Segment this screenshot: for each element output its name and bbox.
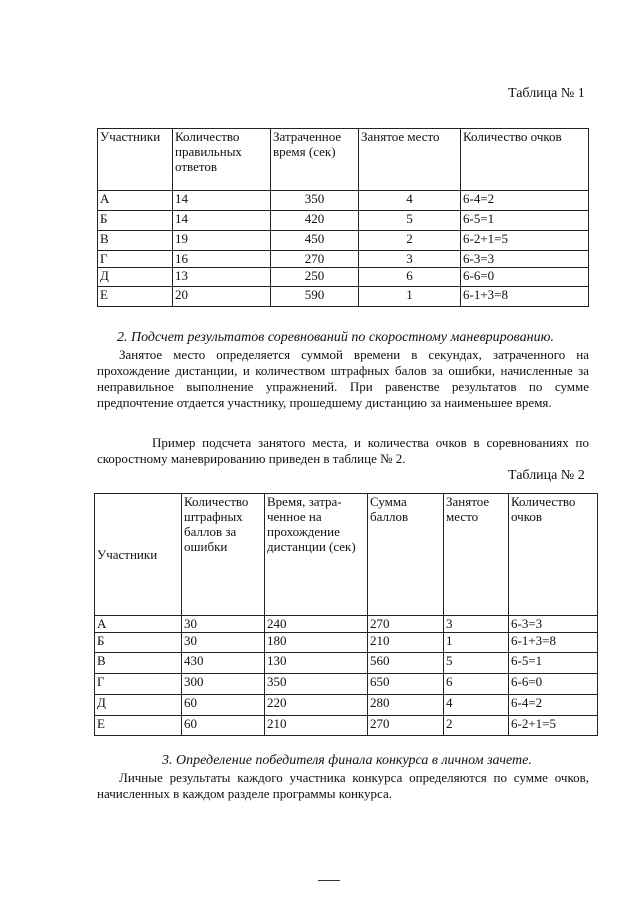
table-cell: 420	[271, 211, 359, 231]
table-cell: В	[95, 653, 182, 674]
header-cell: Затраченное время (сек)	[271, 129, 359, 191]
table-cell: 6-5=1	[509, 653, 598, 674]
table1-caption: Таблица № 1	[508, 86, 585, 101]
table-row	[95, 616, 598, 633]
header-cell: Участники	[95, 494, 182, 616]
table-cell: 6-2+1=5	[461, 231, 589, 251]
header-cell: Количество правильных ответов	[173, 129, 271, 191]
header-cell: Количество очков	[509, 494, 598, 616]
table-cell: 6	[444, 674, 509, 695]
table-cell: 560	[368, 653, 444, 674]
section2-heading: 2. Подсчет результатов соревнований по скоростному маневрированию.	[117, 330, 554, 345]
table-cell: Б	[98, 211, 173, 231]
table-cell: 14	[173, 211, 271, 231]
table-cell: А	[98, 191, 173, 211]
table-cell: 30	[182, 633, 265, 653]
table-cell: 350	[265, 674, 368, 695]
table-cell: 4	[444, 695, 509, 716]
table-cell: 6-6=0	[509, 674, 598, 695]
table-cell: 350	[271, 191, 359, 211]
header-cell: Занятое место	[444, 494, 509, 616]
table-row	[98, 287, 589, 307]
table-cell: А	[95, 616, 182, 633]
table-row	[98, 251, 589, 268]
table-row	[95, 674, 598, 695]
table-cell: 130	[265, 653, 368, 674]
table-cell: 5	[444, 653, 509, 674]
table-row	[95, 653, 598, 674]
table-row	[95, 695, 598, 716]
table-2	[94, 493, 598, 736]
header-cell: Занятое место	[359, 129, 461, 191]
table-cell: 250	[271, 268, 359, 287]
table-cell: 2	[359, 231, 461, 251]
section2-paragraph1: Занятое место определяется суммой времени в секундах, затраченного на прохождение дистанции, и количеством штрафных балов за ошибки, начисленные за неправильное выполнение упражнений. При равенстве результатов по сумме предпочтение отдается участнику, прошедшему дистанцию за наименьшее время.	[97, 347, 589, 410]
table-cell: 6-1+3=8	[509, 633, 598, 653]
table-cell: 60	[182, 695, 265, 716]
table-cell: 590	[271, 287, 359, 307]
table-cell: 430	[182, 653, 265, 674]
table-cell: 3	[444, 616, 509, 633]
table-cell: 280	[368, 695, 444, 716]
table-cell: 450	[271, 231, 359, 251]
table-cell: 270	[368, 716, 444, 736]
table-cell: 240	[265, 616, 368, 633]
table-cell: 2	[444, 716, 509, 736]
header-cell: Сумма баллов	[368, 494, 444, 616]
table-cell: Б	[95, 633, 182, 653]
table-header-row	[98, 129, 589, 191]
table-cell: 30	[182, 616, 265, 633]
table-cell: 20	[173, 287, 271, 307]
table-cell: 1	[444, 633, 509, 653]
table-row	[98, 231, 589, 251]
section3-paragraph: Личные результаты каждого участника конкурса определяются по сумме очков, начисленных в каждом разделе программы конкурса.	[97, 770, 589, 801]
table-cell: 6	[359, 268, 461, 287]
table-cell: 6-3=3	[461, 251, 589, 268]
table-cell: 60	[182, 716, 265, 736]
section2-paragraph2: Пример подсчета занятого места, и количества очков в соревнованиях по скоростному маневрированию приведен в таблице № 2.	[97, 435, 589, 466]
table-cell: 16	[173, 251, 271, 268]
table-cell: 14	[173, 191, 271, 211]
table-cell: 210	[265, 716, 368, 736]
table-cell: Д	[95, 695, 182, 716]
table-cell: Е	[98, 287, 173, 307]
table-cell: 6-6=0	[461, 268, 589, 287]
table-cell: 6-4=2	[509, 695, 598, 716]
table-cell: 13	[173, 268, 271, 287]
table-cell: 650	[368, 674, 444, 695]
table-cell: Д	[98, 268, 173, 287]
page-mark	[318, 880, 340, 881]
table-cell: 19	[173, 231, 271, 251]
table-row	[98, 211, 589, 231]
table-cell: 1	[359, 287, 461, 307]
header-cell: Количество штрафных баллов за ошибки	[182, 494, 265, 616]
table-cell: 6-2+1=5	[509, 716, 598, 736]
header-cell: Количество очков	[461, 129, 589, 191]
table-1	[97, 128, 589, 307]
table-header-row	[95, 494, 598, 616]
table-cell: 6-3=3	[509, 616, 598, 633]
section3-heading: 3. Определение победителя финала конкурса в личном зачете.	[162, 753, 532, 768]
table-cell: Г	[95, 674, 182, 695]
table-cell: 270	[368, 616, 444, 633]
table-cell: 6-1+3=8	[461, 287, 589, 307]
table-cell: 210	[368, 633, 444, 653]
table-row	[98, 268, 589, 287]
table-cell: 220	[265, 695, 368, 716]
table-cell: Е	[95, 716, 182, 736]
table-cell: 6-5=1	[461, 211, 589, 231]
header-cell: Участники	[98, 129, 173, 191]
table-cell: Г	[98, 251, 173, 268]
table-cell: 3	[359, 251, 461, 268]
table2-caption: Таблица № 2	[508, 468, 585, 483]
table-cell: 5	[359, 211, 461, 231]
table-cell: 6-4=2	[461, 191, 589, 211]
table-cell: 300	[182, 674, 265, 695]
table-cell: В	[98, 231, 173, 251]
table-row	[98, 191, 589, 211]
table-cell: 4	[359, 191, 461, 211]
table-cell: 270	[271, 251, 359, 268]
table-cell: 180	[265, 633, 368, 653]
table-row	[95, 633, 598, 653]
header-cell: Время, затра-ченное на прохождение дистанции (сек)	[265, 494, 368, 616]
table-row	[95, 716, 598, 736]
